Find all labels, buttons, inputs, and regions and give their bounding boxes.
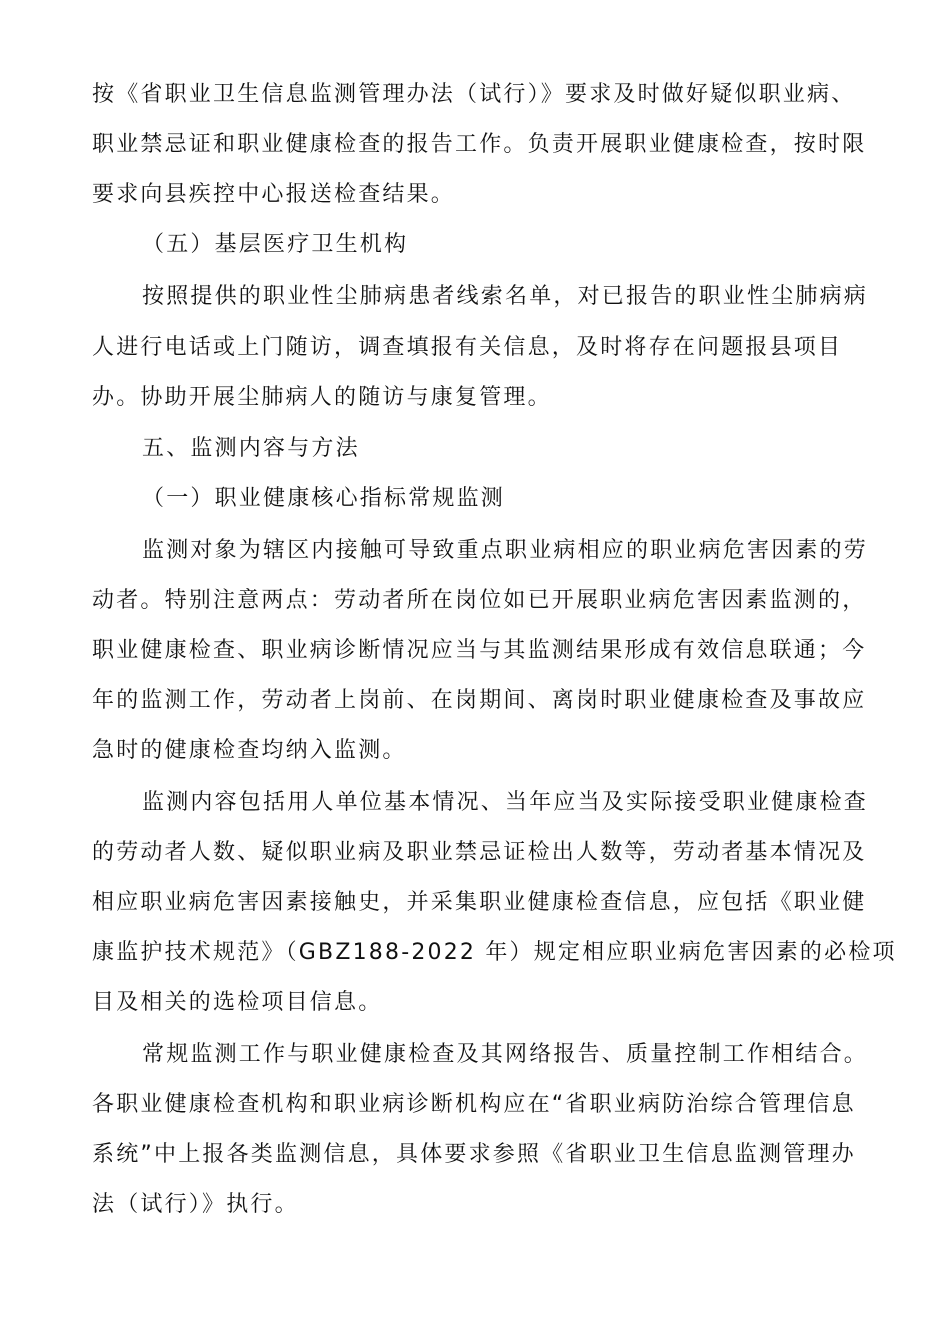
paragraph-line: 相应职业病危害因素接触史，并采集职业健康检查信息，应包括《职业健	[92, 890, 867, 915]
paragraph-line: 系统”中上报各类监测信息，具体要求参照《省职业卫生信息监测管理办	[92, 1142, 856, 1167]
paragraph-line: 法（试行）》执行。	[92, 1192, 299, 1217]
paragraph-line: 常规监测工作与职业健康检查及其网络报告、质量控制工作相结合。	[142, 1042, 869, 1067]
section-heading: （五）基层医疗卫生机构	[142, 232, 409, 257]
paragraph-line: 各职业健康检查机构和职业病诊断机构应在“省职业病防治综合管理信息	[92, 1092, 856, 1117]
paragraph-line: 的劳动者人数、疑似职业病及职业禁忌证检出人数等，劳动者基本情况及	[92, 840, 867, 865]
paragraph-line: 急时的健康检查均纳入监测。	[92, 738, 407, 763]
paragraph-line: 办。协助开展尘肺病人的随访与康复管理。	[92, 385, 552, 410]
section-heading: 五、监测内容与方法	[142, 436, 360, 461]
paragraph-line: 职业禁忌证和职业健康检查的报告工作。负责开展职业健康检查，按时限	[92, 132, 867, 157]
paragraph-line: 目及相关的选检项目信息。	[92, 990, 383, 1015]
paragraph-line: 年的监测工作，劳动者上岗前、在岗期间、离岗时职业健康检查及事故应	[92, 688, 867, 713]
paragraph-line: 要求向县疾控中心报送检查结果。	[92, 182, 456, 207]
paragraph-line: 监测对象为辖区内接触可导致重点职业病相应的职业病危害因素的劳	[142, 538, 869, 563]
paragraph-line: 职业健康检查、职业病诊断情况应当与其监测结果形成有效信息联通；今	[92, 638, 867, 663]
paragraph-line: 按照提供的职业性尘肺病患者线索名单，对已报告的职业性尘肺病病	[142, 284, 869, 309]
paragraph-line: 动者。特别注意两点：劳动者所在岗位如已开展职业病危害因素监测的，	[92, 588, 867, 613]
paragraph-line: 人进行电话或上门随访，调查填报有关信息，及时将存在问题报县项目	[92, 335, 843, 360]
paragraph-line: 康监护技术规范》（GBZ188-2022 年）规定相应职业病危害因素的必检项	[92, 940, 897, 965]
paragraph-line: 按《省职业卫生信息监测管理办法（试行）》要求及时做好疑似职业病、	[92, 82, 856, 107]
paragraph-line: 监测内容包括用人单位基本情况、当年应当及实际接受职业健康检查	[142, 790, 869, 815]
subsection-heading: （一）职业健康核心指标常规监测	[142, 486, 506, 511]
